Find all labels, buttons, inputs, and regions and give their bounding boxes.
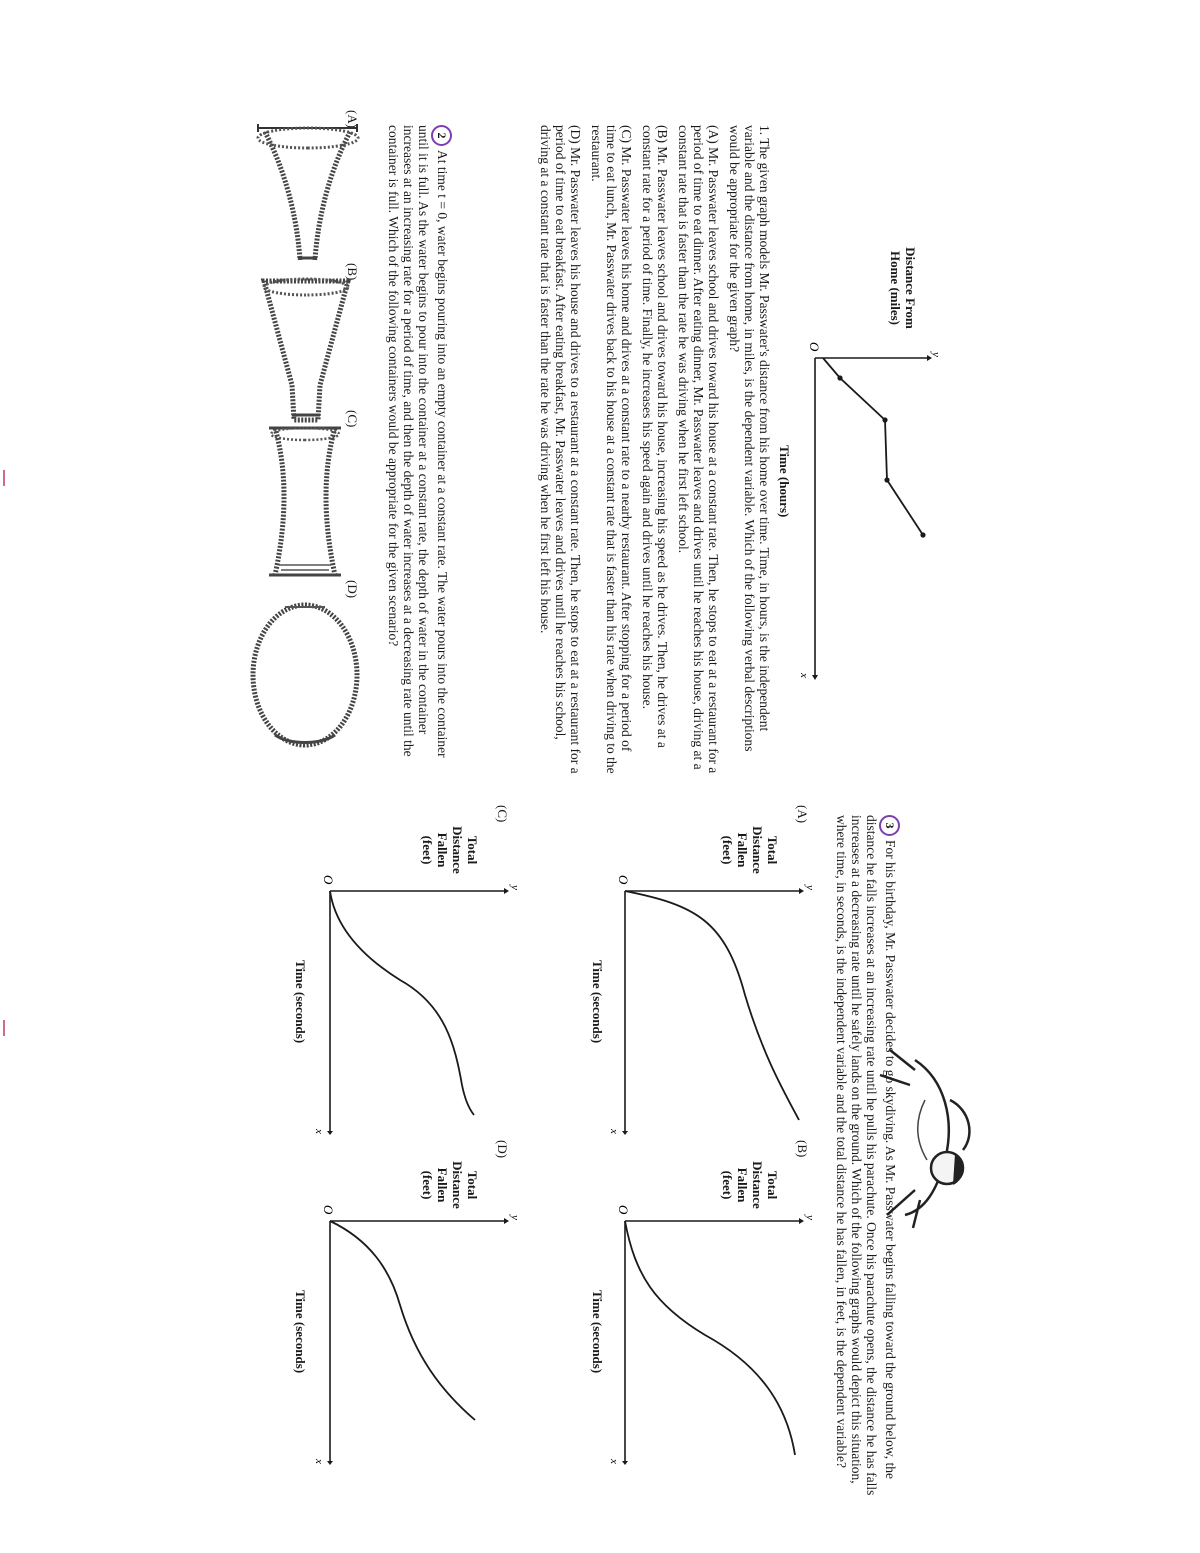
q3-letter-a: (A) bbox=[795, 805, 810, 824]
q3-graph-c bbox=[313, 875, 521, 1135]
q3-graph-c-xlabel: Time (seconds) bbox=[293, 960, 308, 1044]
q1-choice-c: (C) Mr. Passwater leaves his home and drives at a constant rate to a nearby restaurant. After stopping for a period of time to eat lunch, Mr. Passwater drives back to his house at a constant rate that is faster than his rate when driving to the restaurant. bbox=[589, 125, 634, 774]
q3-graph-b-xlabel: Time (seconds) bbox=[590, 1290, 605, 1374]
q3-graph-d bbox=[313, 1205, 521, 1465]
q2-stem-paragraph bbox=[386, 125, 452, 775]
q3-letter-b: (B) bbox=[795, 1140, 810, 1158]
q3-graph-a-ylabel: Total Distance Fallen (feet) bbox=[720, 826, 780, 874]
svg-text:y: y bbox=[804, 885, 816, 890]
svg-text:x: x bbox=[313, 1459, 325, 1464]
q3-graph-a bbox=[608, 875, 816, 1135]
svg-text:O: O bbox=[616, 1205, 631, 1215]
q1-choice-d: (D) Mr. Passwater leaves his house and drives to a restaurant at a constant rate. Then, he stops to eat at a restaurant for a period of time to eat breakfast. After eating breakfast, Mr. Passwater leaves and drives until he reaches his school, driving at a constant rate that is faster than the rate he was driving when he first left his house. bbox=[538, 125, 583, 774]
q1-point bbox=[837, 375, 842, 380]
q2-block bbox=[380, 125, 452, 775]
q3-graph-d-curve bbox=[330, 1221, 475, 1420]
scan-edge-mark bbox=[3, 470, 5, 486]
q1-stem: 1. The given graph models Mr. Passwater's distance from his home over time. Time, in hours, is the independent variable and the distance from home, in miles, is the dependent variable. Which of the following verbal descriptions would be appropriate for the given graph? bbox=[727, 125, 772, 752]
q3-graph-c-ylabel: Total Distance Fallen (feet) bbox=[420, 826, 480, 874]
q3-graph-a-curve bbox=[625, 891, 799, 1120]
q3-graph-a-xlabel: Time (seconds) bbox=[590, 960, 605, 1044]
q3-block bbox=[828, 815, 900, 1505]
q1-point bbox=[920, 532, 925, 537]
q3-stem-paragraph bbox=[834, 815, 900, 1505]
q2-container-d-round-bowl bbox=[245, 595, 365, 755]
q2-letter-a: (A) bbox=[345, 110, 360, 129]
q2-container-b-flask bbox=[250, 275, 360, 428]
q2-number-circle: 2 bbox=[431, 125, 452, 146]
q3-graph-b bbox=[608, 1205, 816, 1465]
q2-container-a-hourglass-vase bbox=[250, 120, 365, 265]
scan-edge-mark bbox=[3, 1020, 5, 1036]
q1-origin: O bbox=[807, 342, 822, 352]
q3-graph-d-xlabel: Time (seconds) bbox=[293, 1290, 308, 1374]
q1-graph-line bbox=[823, 358, 923, 535]
svg-text:y: y bbox=[804, 1215, 816, 1220]
q3-graph-b-curve bbox=[625, 1221, 795, 1455]
q1-block bbox=[532, 125, 772, 775]
svg-text:x: x bbox=[608, 1459, 620, 1464]
svg-text:x: x bbox=[608, 1129, 620, 1134]
svg-text:y: y bbox=[509, 885, 521, 890]
q1-xlabel: Time (hours) bbox=[777, 445, 792, 518]
q1-choice-a: (A) Mr. Passwater leaves school and drives toward his house at a constant rate. Then, he stops to eat at a restaurant for a period of time to eat dinner. After eating dinner, Mr. Passwater leaves and drives until he reaches his house, driving at a constant rate that is faster than the rate he was driving when he first left school. bbox=[676, 125, 721, 774]
q3-stem: For his birthday, Mr. Passwater decides to go skydiving. As Mr. Passwater begins falling toward the ground below, the distance he falls increases at an increasing rate until he pulls his parachute. Once his parachute opens, the distance he has falls increases at a decreasing rate until he safely lands on the ground. Which of the following graphs would depict this situation, where time, in seconds, is the independent variable and the total distance he has fallen, in feet, is the dependent variable? bbox=[834, 815, 898, 1496]
q1-point bbox=[884, 477, 889, 482]
svg-text:O: O bbox=[321, 1205, 336, 1215]
q2-letter-b: (B) bbox=[345, 263, 360, 281]
q2-container-c-tall-vase bbox=[255, 420, 355, 580]
svg-text:O: O bbox=[321, 875, 336, 885]
q3-graph-c-curve bbox=[330, 891, 474, 1115]
q2-letter-d: (D) bbox=[345, 580, 360, 599]
q3-graph-b-ylabel: Total Distance Fallen (feet) bbox=[720, 1161, 780, 1209]
q1-choice-b: (B) Mr. Passwater leaves school and drives toward his house, increasing his speed as he drives. Then, he drives at a constant rate for a period of time. Finally, he increases his speed again and drives until he reaches his house. bbox=[640, 125, 670, 748]
q2-stem: At time t = 0, water begins pouring into an empty container at a constant rate. The water pours into the container until it is full. As the water begins to pour into the container at a constant rate, the depth of water in the container increases at an increasing rate for a period of time, and then the depth of water increases at a decreasing rate until the container is full. Which of the following containers would be appropriate for the given scenario? bbox=[386, 125, 450, 758]
svg-text:y: y bbox=[509, 1215, 521, 1220]
q1-distance-graph bbox=[795, 342, 942, 680]
q1-x-letter: x bbox=[798, 673, 810, 678]
svg-text:x: x bbox=[313, 1129, 325, 1134]
svg-text:O: O bbox=[616, 875, 631, 885]
q3-graph-d-ylabel: Total Distance Fallen (feet) bbox=[420, 1161, 480, 1209]
q3-letter-d: (D) bbox=[495, 1140, 510, 1159]
q1-point bbox=[882, 417, 887, 422]
q1-x-arrow bbox=[812, 675, 818, 680]
q1-ylabel: Distance From Home (miles) bbox=[888, 247, 918, 329]
q1-y-letter: y bbox=[930, 352, 942, 357]
q3-number-circle: 3 bbox=[879, 815, 900, 836]
q2-letter-c: (C) bbox=[345, 410, 360, 428]
q3-letter-c: (C) bbox=[495, 805, 510, 823]
